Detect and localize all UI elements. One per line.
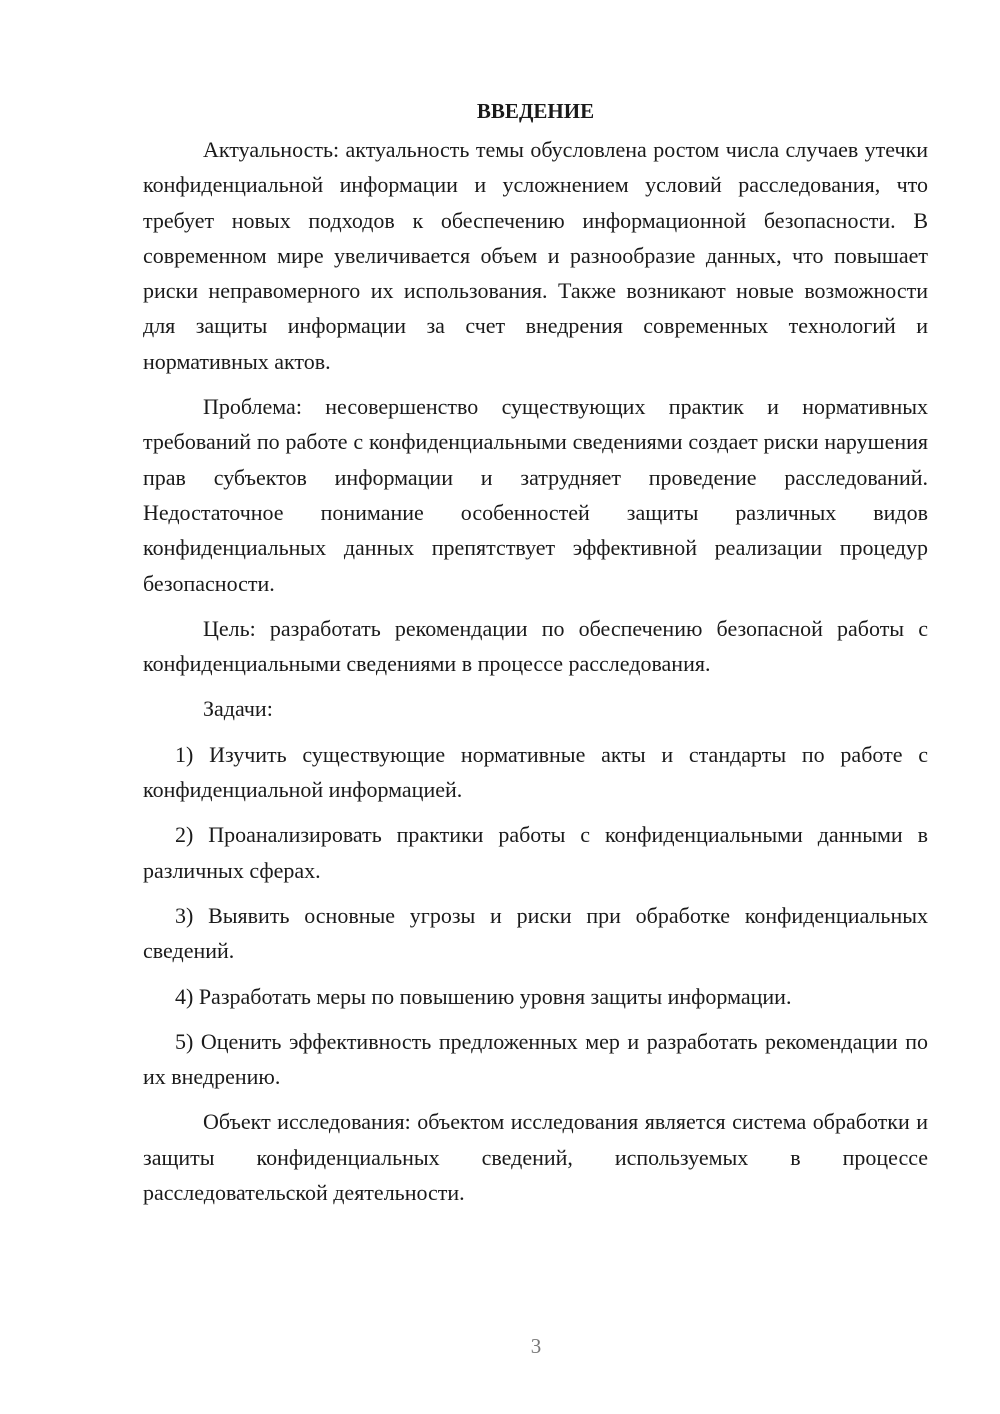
tasks-heading: Задачи:	[203, 696, 273, 722]
task-item-1: 1) Изучить существующие нормативные акты и стандарты по работе с конфиденциальной информацией.	[143, 741, 928, 803]
task-item-2: 2) Проанализировать практики работы с конфиденциальными данными в различных сферах.	[143, 822, 928, 883]
document-body	[143, 96, 928, 1220]
task-item-5: 5) Оценить эффективность предложенных мер и разработать рекомендации по их внедрению.	[143, 1028, 928, 1090]
paragraph-research-object: Объект исследования: объектом исследования является система обработки и защиты конфиденциальных сведений, используемых в процессе расследовательской деятельности.	[143, 1109, 928, 1206]
paragraph-relevance: Актуальность: актуальность темы обусловлена ростом числа случаев утечки конфиденциальной информации и усложнением условий расследования, что требует новых подходов к обеспечению информационной безопасности. В современном мире увеличивается объем и разнообразие данных, что повышает риски неправомерного их использования. Также возникают новые возможности для защиты информации за счет внедрения современных технологий и нормативных актов.	[143, 137, 928, 374]
paragraph-goal: Цель: разработать рекомендации по обеспечению безопасной работы с конфиденциальными сведениями в процессе расследования.	[143, 615, 928, 677]
page-number: 3	[530, 1334, 542, 1358]
task-item-3: 3) Выявить основные угрозы и риски при обработке конфиденциальных сведений.	[143, 902, 928, 964]
task-item-4: 4) Разработать меры по повышению уровня защиты информации.	[175, 983, 792, 1009]
paragraph-problem: Проблема: несовершенство существующих практик и нормативных требований по работе с конфиденциальными сведениями создает риски нарушения прав субъектов информации и затрудняет проведение расследований. Недостаточное понимание особенностей защиты различных видов конфиденциальных данных препятствует эффективной реализации процедур безопасности.	[143, 394, 928, 596]
page-title: ВВЕДЕНИЕ	[476, 99, 595, 123]
